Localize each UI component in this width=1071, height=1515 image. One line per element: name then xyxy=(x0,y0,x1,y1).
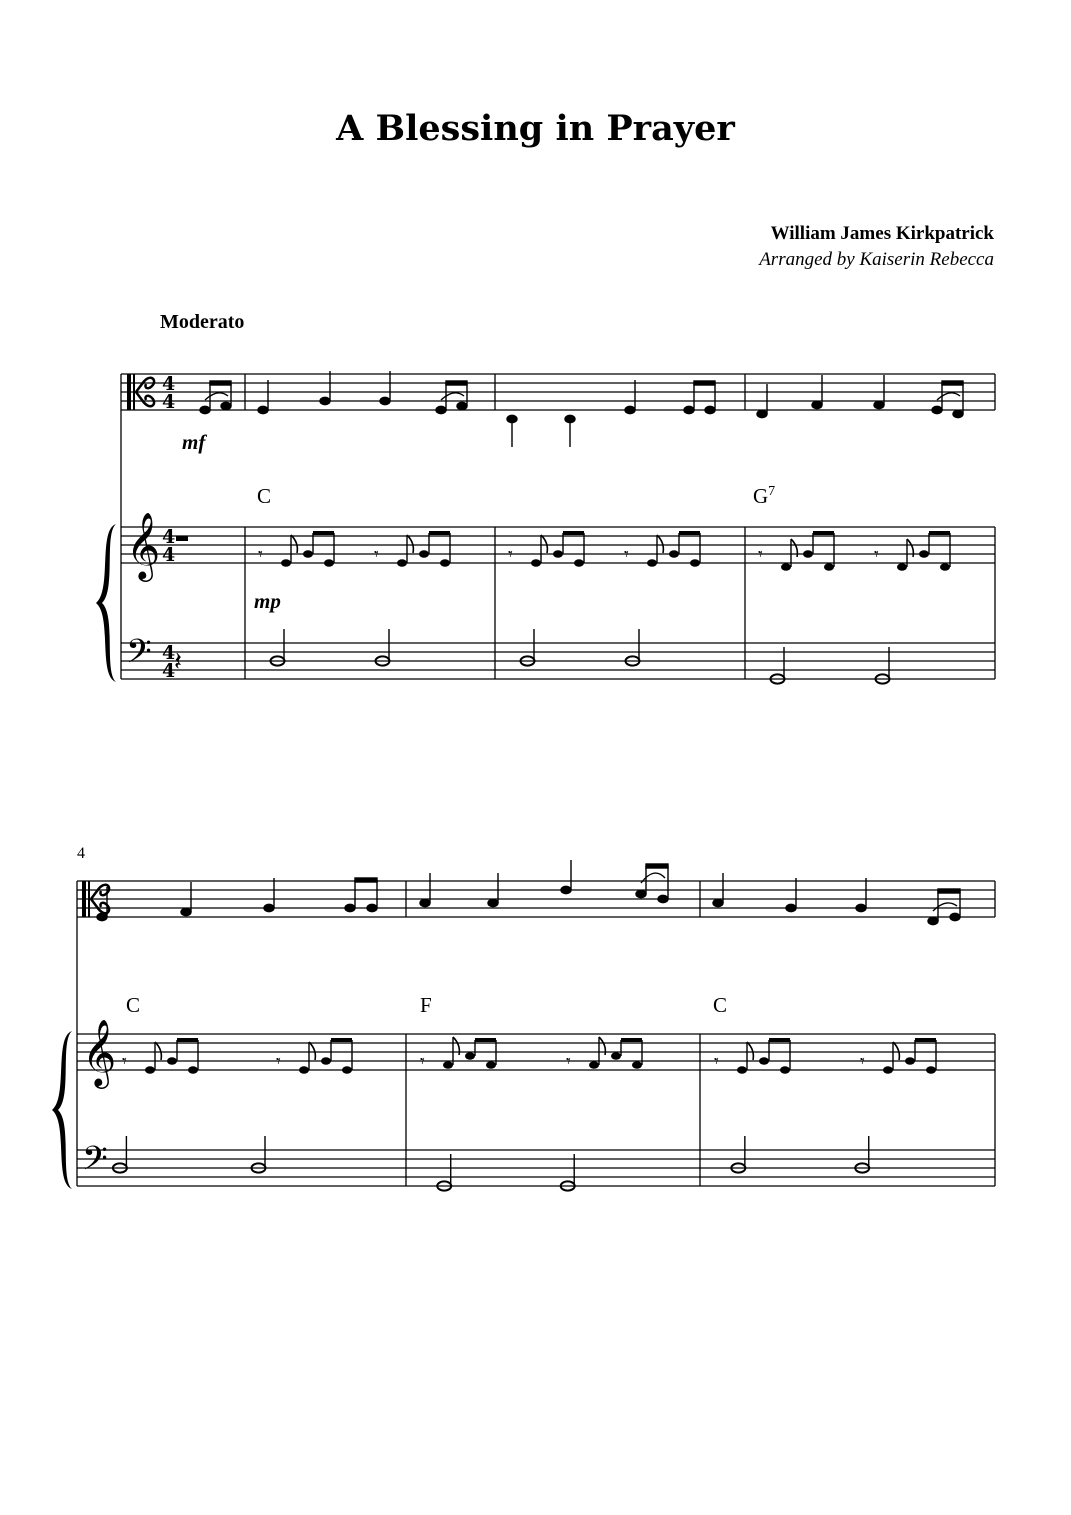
note-head xyxy=(883,1066,893,1073)
eighth-rest-icon: 𝄾 xyxy=(624,544,629,565)
note-beam xyxy=(915,1038,936,1042)
svg-text:4: 4 xyxy=(162,660,176,682)
note-flag xyxy=(893,1042,899,1060)
piano-bass-staff-1 xyxy=(121,643,995,679)
arranger-credit: Arranged by Kaiserin Rebecca xyxy=(759,249,994,270)
treble-clef-icon: 𝄞 xyxy=(126,511,161,579)
note-head xyxy=(669,550,679,557)
note-head xyxy=(926,1066,936,1073)
eighth-rest-icon: 𝄾 xyxy=(258,544,263,565)
bass-clef-icon: 𝄢 xyxy=(82,1140,108,1186)
note-head xyxy=(281,559,291,566)
treble-clef-icon: 𝄞 xyxy=(82,1018,117,1086)
note-head xyxy=(781,563,791,570)
note-head xyxy=(647,559,657,566)
note-flag xyxy=(407,535,413,553)
piano-bass-staff-2 xyxy=(77,1150,995,1186)
note-head xyxy=(690,559,700,566)
note-head xyxy=(632,1061,642,1068)
eighth-rest-icon: 𝄾 xyxy=(758,544,763,565)
eighth-rest-icon: 𝄾 xyxy=(122,1051,127,1072)
tempo-marking: Moderato xyxy=(160,311,245,333)
note-head xyxy=(553,550,563,557)
quarter-rest-icon: 𝄽 xyxy=(174,647,182,677)
note-head xyxy=(780,1066,790,1073)
note-head xyxy=(611,1052,621,1059)
note-head xyxy=(342,1066,352,1073)
note-head xyxy=(299,1066,309,1073)
note-head xyxy=(897,563,907,570)
solo-staff-2 xyxy=(77,881,995,917)
measure-number: 4 xyxy=(77,845,85,862)
eighth-rest-icon: 𝄾 xyxy=(860,1051,865,1072)
note-head xyxy=(465,1052,475,1059)
whole-rest xyxy=(176,536,188,541)
note-flag xyxy=(155,1042,161,1060)
eighth-rest-icon: 𝄾 xyxy=(874,544,879,565)
note-head xyxy=(589,1061,599,1068)
note-beam xyxy=(429,531,450,535)
note-beam xyxy=(769,1038,790,1042)
note-beam xyxy=(813,531,834,535)
piano-brace-1 xyxy=(96,524,116,682)
note-head xyxy=(486,1061,496,1068)
chord-symbol: C xyxy=(126,993,141,1017)
eighth-rest-icon: 𝄾 xyxy=(420,1051,425,1072)
note-beam xyxy=(475,1038,496,1042)
note-flag xyxy=(657,535,663,553)
composer-credit: William James Kirkpatrick xyxy=(770,223,994,244)
note-flag xyxy=(747,1042,753,1060)
note-head xyxy=(167,1057,177,1064)
piano-brace-2 xyxy=(52,1031,72,1189)
chord-symbol: C xyxy=(713,993,728,1017)
note-beam xyxy=(177,1038,198,1042)
svg-text:4: 4 xyxy=(162,642,176,664)
note-head xyxy=(803,550,813,557)
eighth-rest-icon: 𝄾 xyxy=(276,1051,281,1072)
note-head xyxy=(440,559,450,566)
svg-text:4: 4 xyxy=(162,544,176,566)
note-head xyxy=(919,550,929,557)
note-flag xyxy=(309,1042,315,1060)
note-head xyxy=(303,550,313,557)
score-title: A Blessing in Prayer xyxy=(336,108,735,149)
eighth-rest-icon: 𝄾 xyxy=(374,544,379,565)
piano-bass-notes-1 xyxy=(271,629,890,684)
note-head xyxy=(321,1057,331,1064)
chord-symbol: F xyxy=(420,993,432,1017)
svg-text:4: 4 xyxy=(162,526,176,548)
note-beam xyxy=(621,1038,642,1042)
dynamic-mf: mf xyxy=(182,430,206,454)
note-head xyxy=(397,559,407,566)
note-head xyxy=(531,559,541,566)
note-head xyxy=(145,1066,155,1073)
note-head xyxy=(940,563,950,570)
bass-clef-icon: 𝄢 xyxy=(126,633,152,679)
note-head xyxy=(824,563,834,570)
note-beam xyxy=(929,531,950,535)
note-head xyxy=(188,1066,198,1073)
note-flag xyxy=(541,535,547,553)
note-head xyxy=(759,1057,769,1064)
eighth-rest-icon: 𝄾 xyxy=(508,544,513,565)
note-flag xyxy=(291,535,297,553)
note-beam xyxy=(563,531,584,535)
note-head xyxy=(324,559,334,566)
solo-staff-1 xyxy=(121,374,995,410)
note-beam xyxy=(313,531,334,535)
eighth-rest-icon: 𝄾 xyxy=(714,1051,719,1072)
piano-bass-notes-2 xyxy=(113,1136,869,1191)
svg-text:4: 4 xyxy=(162,391,176,413)
dynamic-mp: mp xyxy=(254,589,281,613)
note-head xyxy=(443,1061,453,1068)
note-beam xyxy=(679,531,700,535)
note-head xyxy=(737,1066,747,1073)
eighth-rest-icon: 𝄾 xyxy=(566,1051,571,1072)
note-head xyxy=(905,1057,915,1064)
piano-treble-staff-2 xyxy=(77,1034,995,1070)
note-head xyxy=(419,550,429,557)
note-beam xyxy=(331,1038,352,1042)
chord-symbol: C xyxy=(257,484,272,508)
solo-notes-2 xyxy=(97,860,960,925)
note-head xyxy=(574,559,584,566)
piano-treble-notes-1 xyxy=(258,531,950,571)
svg-text:4: 4 xyxy=(162,373,176,395)
chord-symbol: $G^7$ xyxy=(753,484,776,508)
